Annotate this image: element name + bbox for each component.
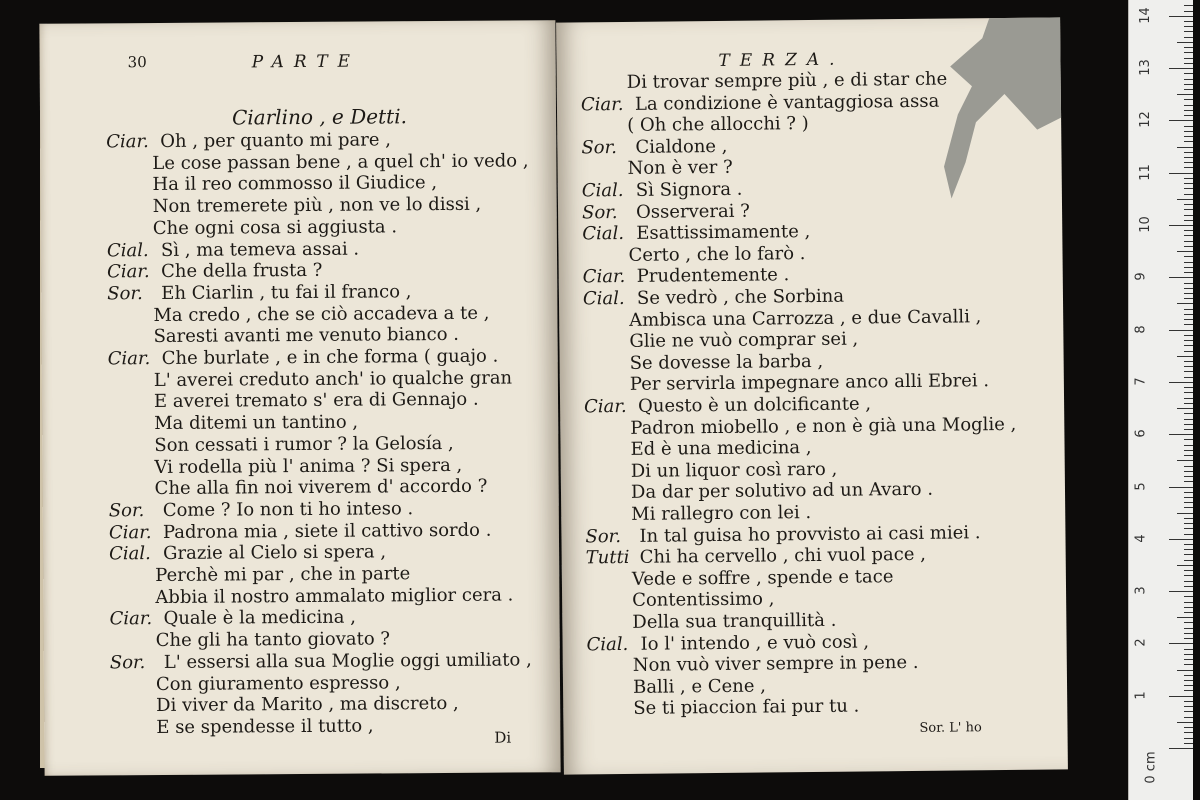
ruler-tick [1184,272,1193,273]
line-text: ( Oh che allocchi ? ) [627,113,809,137]
line-text: Non vuò viver sempre in pene . [632,652,919,677]
text-line [154,389,479,413]
line-text: Come ? Io non ti ho inteso . [162,498,414,521]
line-text: Cialdone , [635,135,728,158]
line-text: Perchè mi par , che in parte [155,563,411,587]
ruler-tick [1184,73,1193,74]
line-text: Da dar per solutivo ad un Avaro . [630,479,934,504]
speaker-label: Ciar. [107,261,150,283]
ruler-tick [1184,717,1193,718]
line-text: Che alla fin noi viverem d' accordo ? [154,475,488,500]
ruler-tick [1184,706,1193,707]
ruler-tick [1184,215,1193,216]
ruler-tick [1184,523,1193,524]
ruler-tick [1184,157,1193,158]
ruler-tick [1184,26,1193,27]
ruler-tick [1177,722,1193,723]
line-text: Di trovar sempre più , e di star che [626,68,948,93]
line-text: Non tremerete più , non ve lo dissi , [152,193,482,218]
ruler-tick [1184,711,1193,712]
ruler-number: 1 [1133,691,1149,700]
text-line [581,90,940,116]
ruler-tick [1177,42,1193,43]
ruler-tick [1169,591,1193,592]
speaker-label: Ciar. [580,93,624,115]
line-text: L' averei creduto anch' io qualche gran [153,367,513,391]
ruler-tick [1184,267,1193,268]
ruler-tick [1177,513,1193,514]
text-line [631,479,933,504]
ruler-tick [1184,554,1193,555]
ruler-tick [1184,105,1193,106]
ruler-tick [1184,188,1193,189]
ruler-tick [1184,419,1193,420]
text-line [632,589,774,612]
text-line [109,607,356,631]
ruler-tick [1177,303,1193,304]
text-line [107,260,322,284]
ruler-tick [1184,685,1193,686]
line-text: Saresti avanti me venuto bianco . [153,324,460,348]
text-line [154,433,454,457]
ruler-tick [1184,581,1193,582]
ruler-tick [1177,408,1193,409]
speaker-label: Cial. [582,287,625,310]
line-text: Chi ha cervello , chi vuol pace , [639,544,927,569]
ruler-tick [1184,575,1193,576]
text-line [154,454,462,478]
ruler-tick [1184,262,1193,263]
ruler-number: 11 [1137,163,1153,181]
ruler-tick [1184,371,1193,372]
line-text: Padron miobello , e non è già una Moglie , [630,413,1017,439]
ruler-tick [1184,63,1193,64]
ruler-tick [1184,220,1193,221]
left-running-head: PARTE [251,51,361,73]
text-line [630,371,989,397]
ruler-tick [1184,466,1193,467]
ruler-tick [1184,528,1193,529]
ruler-tick [1184,283,1193,284]
speaker-label: Cial. [582,223,625,245]
ruler-tick [1184,335,1193,336]
text-line [108,346,499,371]
speaker-label: Sor. [109,651,146,674]
line-text: Glie ne vuò comprar sei , [629,328,859,353]
ruler-tick [1184,183,1193,184]
ruler-number: 14 [1137,7,1153,24]
text-line [155,563,410,587]
line-text: Se ti piaccion fai pur tu . [633,695,860,720]
ruler-tick [1169,487,1193,488]
ruler-tick [1169,225,1193,226]
ruler-tick [1184,502,1193,503]
text-line [633,675,766,698]
text-line [109,519,492,544]
ruler-tick [1169,173,1193,174]
ruler-tick [1184,89,1193,90]
speaker-label: Ciar. [109,608,153,630]
speaker-label: Cial. [106,239,149,261]
text-line [582,179,743,203]
text-line [630,437,811,461]
ruler-number: 9 [1133,272,1149,281]
ruler-tick [1169,68,1193,69]
ruler-tick [1184,340,1193,341]
left-catchword: Di [494,728,512,747]
ruler-tick [1184,607,1193,608]
ruler-tick [1177,617,1193,618]
line-text: Che gli ha tanto giovato ? [155,628,391,652]
text-line [633,696,859,720]
ruler-tick [1184,162,1193,163]
text-line [155,584,513,608]
ruler-number: 2 [1133,638,1149,648]
line-text: Questo è un dolcificante , [637,393,872,417]
text-line [156,672,401,696]
text-line [109,542,386,566]
line-text: Padrona mia , siete il cattivo sordo . [162,519,492,543]
measurement-ruler [1128,0,1193,800]
text-line [156,715,373,739]
line-text: Che della frusta ? [161,260,323,283]
text-line [153,324,459,348]
ruler-tick [1184,345,1193,346]
ruler-number: 6 [1133,429,1149,438]
line-text: Certo , che lo farò . [628,242,806,266]
section-title: Ciarlino , e Detti. [231,104,407,130]
line-text: Della sua tranquillità . [632,609,837,633]
ruler-tick [1184,654,1193,655]
text-line [153,216,397,240]
ruler-tick [1184,445,1193,446]
text-line [630,413,1016,439]
ruler-tick [1184,413,1193,414]
ruler-tick [1184,680,1193,681]
ruler-tick [1184,79,1193,80]
ruler-tick [1184,131,1193,132]
text-line [107,281,411,305]
ruler-tick [1184,152,1193,153]
text-line [627,113,809,137]
speaker-label: Ciar. [582,266,626,288]
ruler-tick [1184,141,1193,142]
ruler-tick [1184,387,1193,388]
ruler-tick [1184,392,1193,393]
line-text: Prudentemente . [636,264,790,288]
line-text: Abbia il nostro ammalato miglior cera . [155,584,514,608]
ruler-tick [1184,429,1193,430]
ruler-tick [1184,52,1193,53]
line-text: E averei tremato s' era di Gennajo . [153,389,479,413]
ruler-tick [1184,309,1193,310]
line-text: Di viver da Marito , ma discreto , [156,693,459,717]
line-text: Ma credo , che se ciò accadeva a te , [153,302,490,326]
ruler-number: 10 [1137,216,1153,233]
ruler-tick [1184,622,1193,623]
ruler-tick [1177,356,1193,357]
ruler-tick [1184,544,1193,545]
line-text: Vi rodella più l' anima ? Si spera , [154,454,463,478]
ruler-tick [1184,31,1193,32]
text-line [109,498,414,522]
ruler-tick [1184,293,1193,294]
ruler-tick [1184,596,1193,597]
ruler-tick [1169,748,1193,749]
ruler-tick [1184,377,1193,378]
line-text: Per servirla impegnare anco alli Ebrei . [629,370,990,396]
line-text: Ambisca una Carrozza , e due Cavalli , [629,305,982,331]
text-line [633,652,919,677]
ruler-tick [1184,314,1193,315]
line-text: Non è ver ? [627,157,733,180]
text-line [629,306,981,332]
ruler-number: 5 [1133,481,1149,491]
ruler-tick [1184,586,1193,587]
ruler-tick [1184,58,1193,59]
line-text: Contentissimo , [632,588,775,612]
ruler-tick [1177,147,1193,148]
ruler-tick [1184,612,1193,613]
ruler-tick [1184,424,1193,425]
ruler-tick [1177,199,1193,200]
ruler-tick [1184,37,1193,38]
ruler-tick [1184,549,1193,550]
ruler-tick [1184,288,1193,289]
text-line [156,693,459,717]
ruler-tick [1184,560,1193,561]
line-text: Grazie al Cielo si spera , [163,541,387,565]
ruler-tick [1184,204,1193,205]
right-catchword: Sor. L' ho [919,720,982,736]
line-text: Se vedrò , che Sorbina [636,285,845,309]
left-page [39,20,560,776]
ruler-tick [1184,256,1193,257]
ruler-tick [1184,570,1193,571]
text-line [632,610,836,634]
text-line [154,412,358,435]
speaker-label: Sor. [107,282,143,305]
ruler-tick [1177,94,1193,95]
ruler-tick [1184,471,1193,472]
ruler-tick [1184,319,1193,320]
text-line [629,329,858,353]
text-line [153,302,489,326]
speaker-label: Ciar. [106,131,149,153]
text-line [628,243,805,267]
text-line [581,136,727,160]
ruler-tick [1184,534,1193,535]
text-line [154,367,512,392]
ruler-tick [1184,664,1193,665]
ruler-tick [1184,167,1193,168]
line-text: Mi rallegro con lei . [631,502,812,525]
speaker-label: Tutti [585,547,630,569]
ruler-tick [1184,246,1193,247]
line-text: Che burlate , e in che forma ( guajo . [161,345,499,369]
ruler-tick [1177,460,1193,461]
ruler-tick [1184,126,1193,127]
ruler-number: 13 [1137,59,1153,76]
ruler-tick [1184,732,1193,733]
text-line [583,265,790,289]
speaker-label: Sor. [581,201,618,223]
ruler-tick [1184,84,1193,85]
speaker-label: Sor. [108,499,145,522]
ruler-tick [1184,115,1193,116]
ruler-tick [1184,633,1193,634]
line-text: In tal guisa ho provvisto ai casi miei . [639,521,981,547]
text-line [110,649,532,674]
ruler-tick [1184,649,1193,650]
ruler-tick [1184,194,1193,195]
right-page [556,17,1068,774]
ruler-tick [1184,5,1193,6]
line-text: Eh Ciarlin , tu fai il franco , [161,281,412,304]
line-text: Sì , ma temeva assai . [160,238,360,261]
ruler-unit-label: 0 cm [1143,751,1159,784]
ruler-tick [1169,382,1193,383]
ruler-tick [1184,518,1193,519]
line-text: Vede e soffre , spende e tace [631,565,894,590]
line-text: Ed è una medicina , [630,437,812,461]
ruler-tick [1169,434,1193,435]
ruler-tick [1184,136,1193,137]
ruler-tick [1184,11,1193,12]
text-line [153,194,482,218]
line-text: Quale è la medicina , [163,607,357,630]
line-text: Sì Signora . [635,178,743,201]
ruler-tick [1184,241,1193,242]
ruler-tick [1184,209,1193,210]
ruler-tick [1169,16,1193,17]
text-line [628,157,733,180]
ruler-tick [1184,675,1193,676]
speaker-label: Sor. [581,136,618,159]
ruler-tick [1184,738,1193,739]
ruler-tick [1177,251,1193,252]
line-text: Che ogni cosa si aggiusta . [152,216,398,239]
ruler-tick [1184,638,1193,639]
text-line [631,459,838,483]
ruler-tick [1184,481,1193,482]
right-running-head: TERZA. [718,49,845,71]
text-line [152,150,528,175]
ruler-tick [1184,230,1193,231]
line-text: La condizione è vantaggiosa assa [634,90,940,115]
ruler-tick [1184,628,1193,629]
speaker-label: Cial. [581,179,624,202]
ruler-tick [1184,398,1193,399]
ruler-tick [1184,476,1193,477]
ruler-tick [1184,450,1193,451]
ruler-tick [1184,178,1193,179]
speaker-label: Ciar. [107,348,151,370]
ruler-tick [1177,565,1193,566]
ruler-tick [1184,324,1193,325]
ruler-tick [1184,235,1193,236]
ruler-tick [1184,602,1193,603]
ruler-tick [1184,743,1193,744]
line-text: Con giuramento espresso , [155,671,401,695]
ruler-tick [1184,47,1193,48]
ruler-tick [1184,99,1193,100]
ruler-tick [1184,21,1193,22]
line-text: E se spendesse il tutto , [156,715,374,738]
ruler-tick [1177,670,1193,671]
text-line [156,628,391,652]
ruler-tick [1184,492,1193,493]
ruler-tick [1169,277,1193,278]
line-text: Le cose passan bene , a quel ch' io vedo , [152,150,529,174]
ruler-tick [1169,330,1193,331]
ruler-tick [1184,701,1193,702]
ruler-tick [1184,351,1193,352]
line-text: Se dovesse la barba , [629,350,824,374]
line-text: Balli , e Cene , [632,675,767,698]
text-line [632,566,894,591]
ruler-tick [1184,690,1193,691]
text-line [582,200,750,224]
speaker-label: Sor. [585,525,622,547]
ruler-tick [1184,727,1193,728]
line-text: Esattissimamente , [636,221,811,245]
line-text: Oh , per quanto mi pare , [160,129,392,152]
line-text: Osserverai ? [635,200,750,223]
ruler-tick [1184,455,1193,456]
ruler-tick [1169,120,1193,121]
ruler-tick [1184,507,1193,508]
line-text: Di un liquor così raro , [630,458,838,482]
speaker-label: Ciar. [108,521,152,543]
ruler-number: 4 [1133,534,1149,543]
ruler-tick [1169,539,1193,540]
ruler-number: 8 [1133,324,1149,334]
left-page-number: 30 [127,53,147,72]
text-line [106,129,391,153]
line-text: L' essersi alla sua Moglie oggi umiliato , [163,649,532,673]
ruler-tick [1169,643,1193,644]
text-line [630,351,824,375]
ruler-tick [1184,366,1193,367]
text-line [107,238,359,262]
text-line [631,502,811,526]
ruler-tick [1184,439,1193,440]
line-text: Son cessati i rumor ? la Gelosía , [154,432,454,456]
speaker-label: Ciar. [583,395,627,418]
text-line [155,476,488,500]
ruler-tick [1169,696,1193,697]
ruler-tick [1184,497,1193,498]
text-line [152,172,437,196]
ruler-number: 7 [1133,377,1149,386]
ruler-tick [1184,110,1193,111]
ruler-tick [1184,298,1193,299]
ruler-number: 3 [1133,586,1149,595]
ruler-tick [1184,361,1193,362]
ruler-tick [1184,403,1193,404]
speaker-label: Cial. [109,543,151,565]
line-text: Ha il reo commosso il Giudice , [152,172,438,196]
ruler-tick [1184,659,1193,660]
speaker-label: Cial. [586,633,629,655]
ruler-number: 12 [1137,111,1153,129]
text-line [582,221,810,245]
line-text: Io l' intendo , e vuò così , [640,631,870,655]
line-text: Ma ditemi un tantino , [154,411,359,435]
